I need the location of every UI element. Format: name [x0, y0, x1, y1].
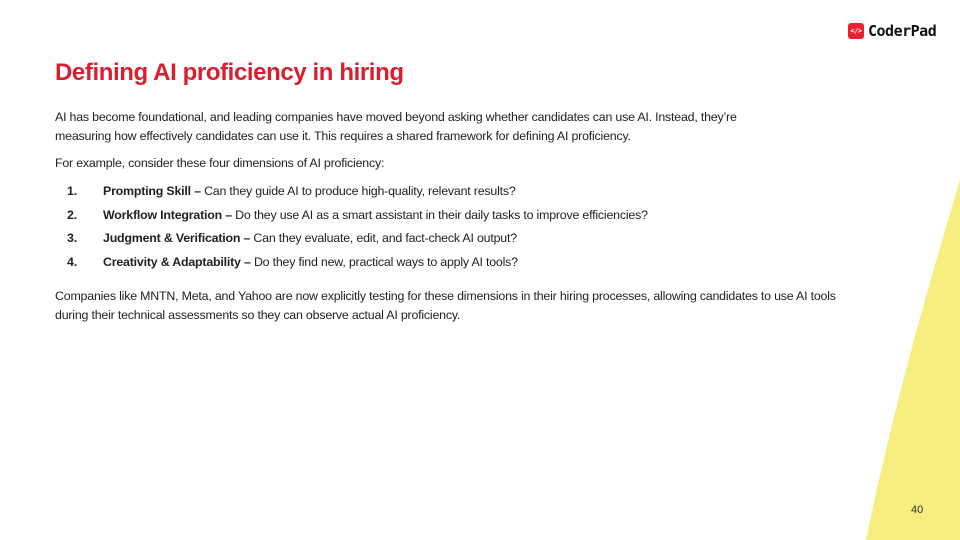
list-item-description: Can they guide AI to produce high-quality, relevant results?: [204, 184, 516, 198]
list-item: [55, 206, 855, 230]
list-item-number: 3.: [67, 231, 77, 245]
page-title: Defining AI proficiency in hiring: [55, 59, 404, 86]
list-item-term: Judgment & Verification –: [103, 231, 251, 245]
list-item-description: Can they evaluate, edit, and fact-check AI output?: [253, 231, 517, 245]
dimensions-list: [55, 182, 855, 276]
logo-wordmark: CoderPad: [868, 22, 937, 40]
list-item-term: Creativity & Adaptability –: [103, 254, 251, 269]
list-item-term: Workflow Integration –: [103, 207, 232, 222]
list-item: [55, 229, 855, 253]
example-intro: For example, consider these four dimensions of AI proficiency:: [55, 156, 385, 170]
list-item-number: 2.: [67, 207, 77, 222]
list-item: [55, 253, 855, 277]
list-item: [55, 182, 855, 206]
slide-body: [55, 108, 855, 325]
coderpad-logo: [848, 22, 936, 40]
list-item-number: 1.: [67, 184, 77, 198]
list-item-number: 4.: [67, 254, 77, 269]
intro-paragraph: AI has become foundational, and leading companies have moved beyond asking whether candidates can use AI. Instead, they’re measuring how effectively candidates can use it. This requires a shared framework for defining AI proficiency.: [55, 110, 737, 143]
list-item-term: Prompting Skill –: [103, 184, 201, 198]
code-brackets-icon: </>: [848, 23, 864, 39]
list-item-description: Do they find new, practical ways to apply AI tools?: [253, 254, 518, 269]
page-number: 40: [911, 504, 924, 516]
list-item-description: Do they use AI as a smart assistant in their daily tasks to improve efficiencies?: [235, 207, 648, 222]
closing-paragraph: Companies like MNTN, Meta, and Yahoo are now explicitly testing for these dimensions in their hiring processes, allowing candidates to use AI tools during their technical assessments so they can observe actual AI proficiency.: [55, 289, 836, 322]
